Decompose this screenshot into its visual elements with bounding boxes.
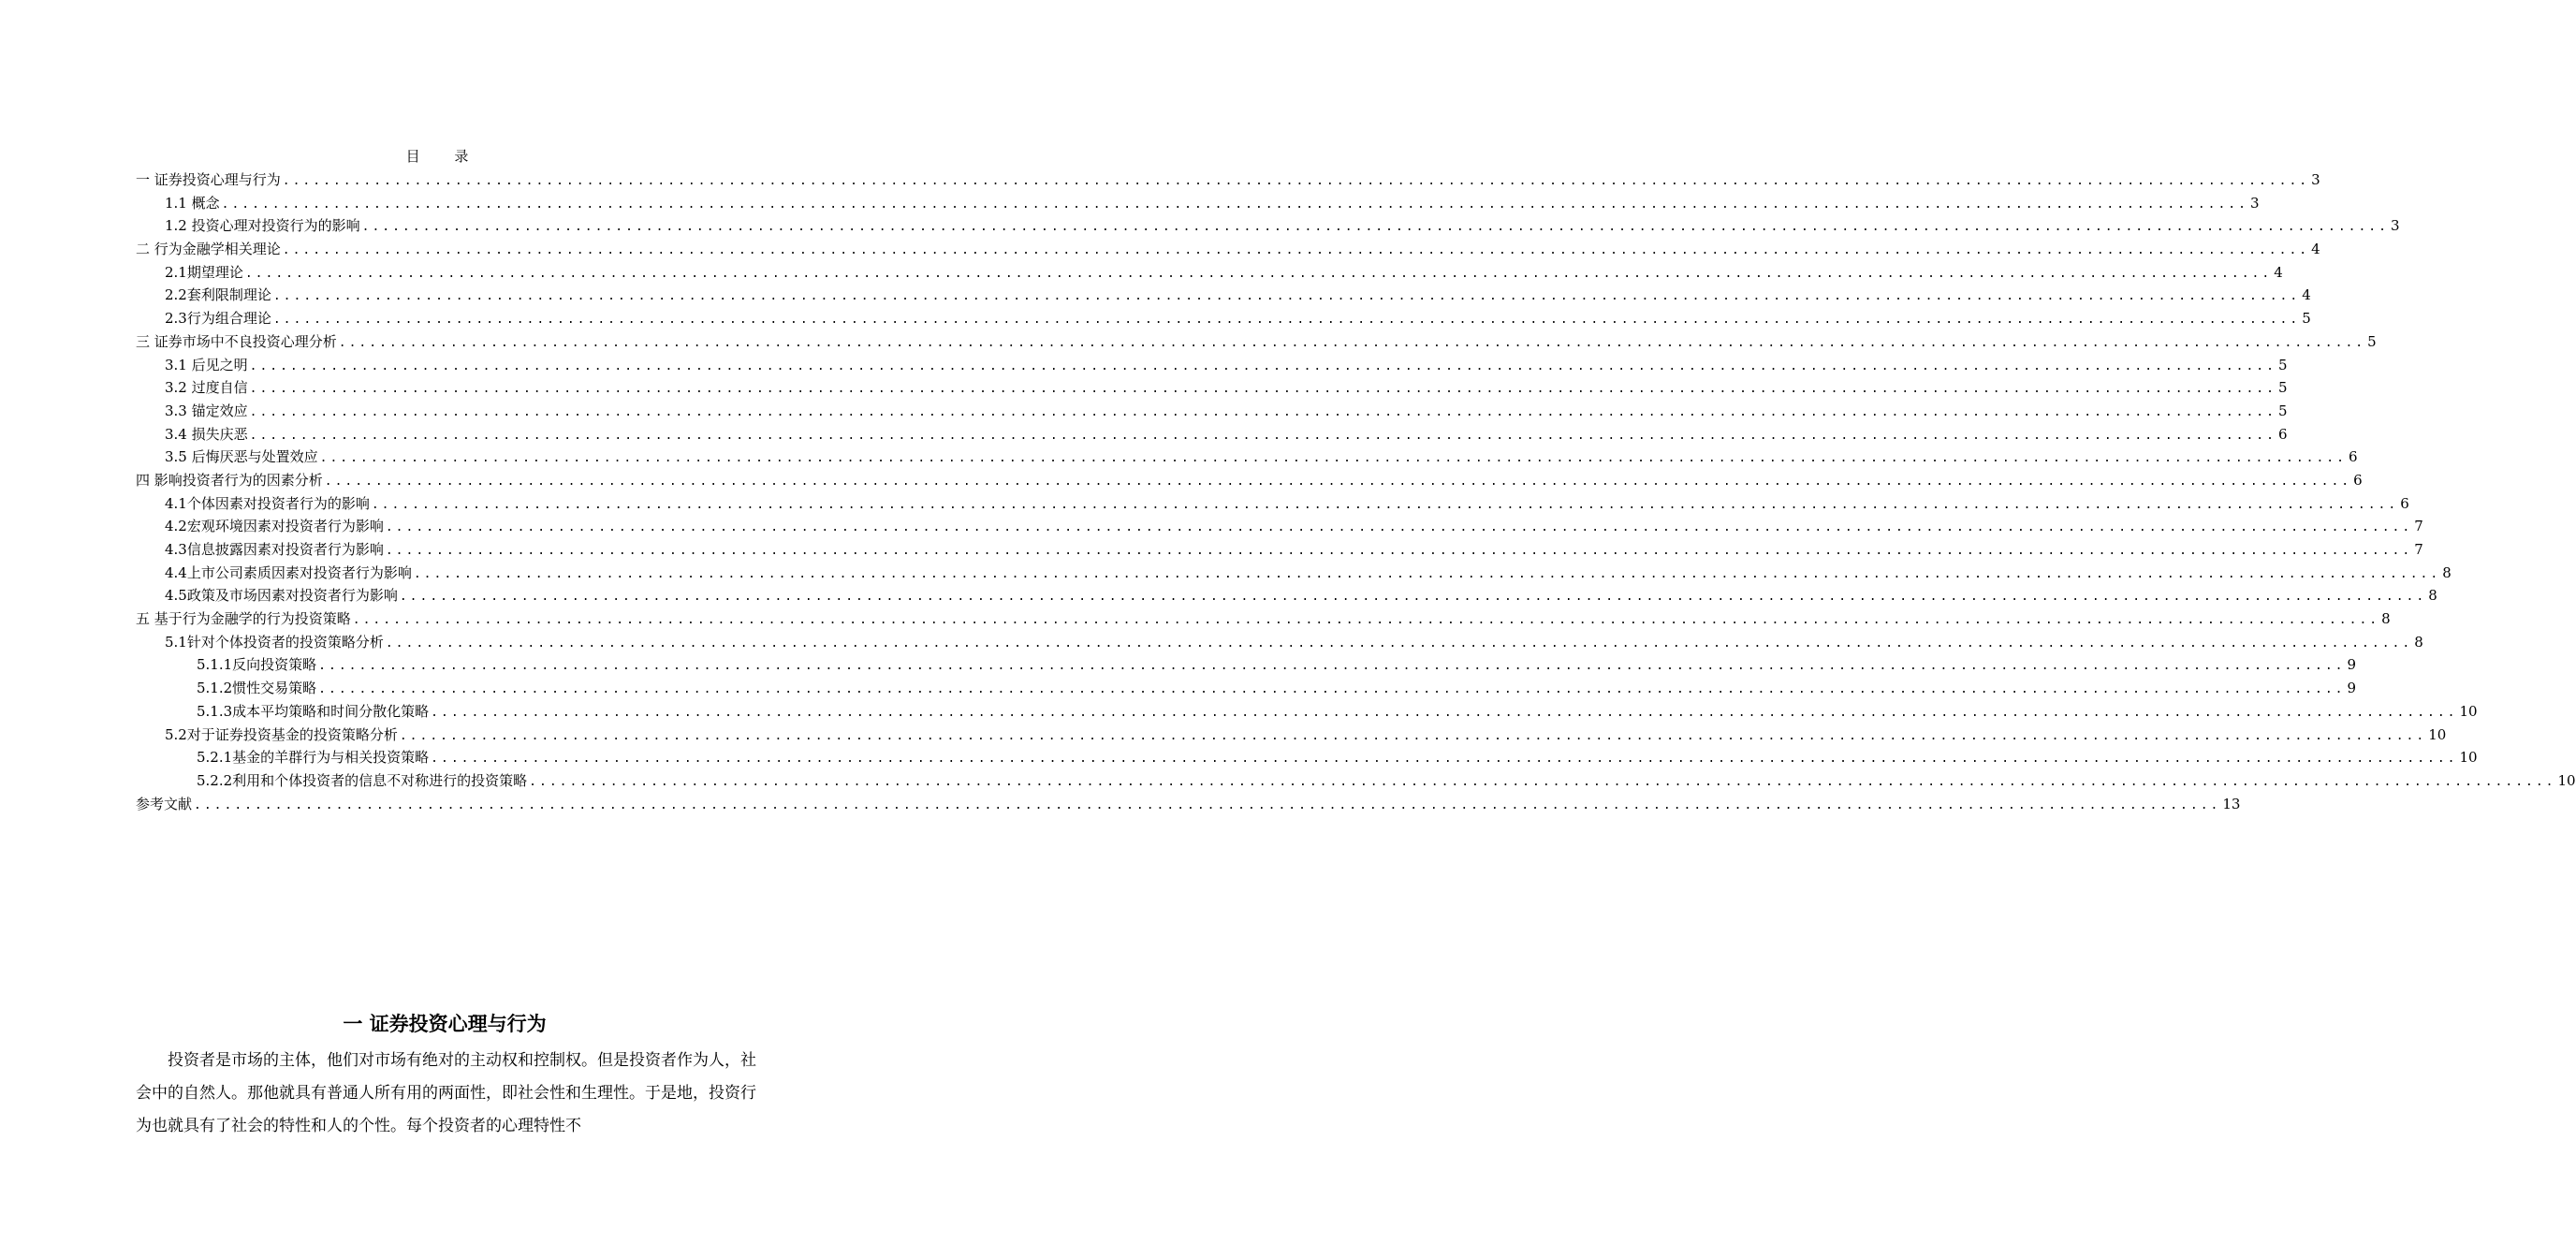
toc-entry[interactable] bbox=[136, 607, 2391, 631]
toc-dot-leader: ........................................................................................................................................................................................................ bbox=[385, 520, 2413, 535]
toc-entry-title: 5.1.3成本平均策略和时间分散化策略 bbox=[197, 702, 430, 720]
toc-entry-title: 三 证券市场中不良投资心理分析 bbox=[136, 332, 337, 350]
toc-entry-title: 3.1 后见之明 bbox=[165, 356, 248, 373]
toc-entry-page-number: 8 bbox=[2414, 633, 2423, 651]
toc-entry-page-number: 9 bbox=[2347, 680, 2357, 697]
toc-dot-leader: ........................................................................................................................................................................................................ bbox=[318, 682, 2346, 697]
section-heading: 一 证券投资心理与行为 bbox=[343, 1013, 547, 1035]
toc-entry-page-number: 5 bbox=[2277, 379, 2288, 397]
toc-entry-page-number: 5 bbox=[2302, 310, 2311, 328]
toc-entry[interactable] bbox=[136, 330, 2377, 354]
toc-dot-leader: ........................................................................................................................................................................................................ bbox=[371, 497, 2399, 512]
toc-dot-leader: ........................................................................................................................................................................................................ bbox=[385, 544, 2413, 558]
toc-entry-title: 5.2对于证券投资基金的投资策略分析 bbox=[165, 725, 398, 743]
toc-entry-title: 5.1.1反向投资策略 bbox=[197, 656, 317, 674]
toc-entry[interactable] bbox=[136, 769, 2576, 793]
toc-entry-page-number: 3 bbox=[2311, 171, 2320, 188]
table-of-contents bbox=[136, 168, 2576, 815]
toc-dot-leader: ........................................................................................................................................................................................................ bbox=[385, 636, 2413, 651]
toc-entry-page-number: 3 bbox=[2390, 217, 2400, 235]
toc-entry-title: 4.2宏观环境因素对投资者行为影响 bbox=[165, 518, 384, 535]
toc-entry[interactable] bbox=[136, 284, 2311, 307]
toc-entry-page-number: 7 bbox=[2414, 541, 2423, 558]
toc-entry-title: 5.1针对个体投资者的投资策略分析 bbox=[165, 633, 384, 651]
toc-entry-page-number: 4 bbox=[2311, 241, 2320, 258]
toc-entry-page-number: 4 bbox=[2302, 286, 2311, 304]
toc-entry-title: 3.5 后悔厌恶与处置效应 bbox=[165, 448, 318, 466]
toc-entry-page-number: 9 bbox=[2347, 656, 2357, 674]
toc-entry[interactable] bbox=[136, 400, 2288, 423]
toc-entry-title: 3.3 锚定效应 bbox=[165, 402, 248, 419]
toc-dot-leader: ........................................................................................................................................................................................................ bbox=[318, 659, 2346, 674]
toc-entry-title: 一 证券投资心理与行为 bbox=[136, 171, 281, 188]
toc-entry-title: 2.1期望理论 bbox=[165, 263, 243, 281]
toc-dot-leader: ........................................................................................................................................................................................................ bbox=[361, 220, 2389, 235]
toc-entry-page-number: 4 bbox=[2274, 263, 2283, 281]
toc-entry[interactable] bbox=[136, 746, 2478, 769]
toc-dot-leader: ........................................................................................................................................................................................................ bbox=[399, 728, 2427, 743]
toc-dot-leader: ........................................................................................................................................................................................................ bbox=[324, 474, 2352, 489]
toc-entry[interactable] bbox=[136, 423, 2288, 446]
toc-dot-leader: ........................................................................................................................................................................................................ bbox=[194, 797, 2221, 812]
toc-dot-leader: ........................................................................................................................................................................................................ bbox=[272, 313, 2301, 328]
toc-dot-leader: ........................................................................................................................................................................................................ bbox=[431, 752, 2458, 767]
toc-dot-leader: ........................................................................................................................................................................................................ bbox=[529, 774, 2556, 789]
toc-entry[interactable] bbox=[136, 307, 2311, 330]
toc-entry-page-number: 8 bbox=[2442, 563, 2452, 581]
toc-entry-page-number: 6 bbox=[2348, 448, 2358, 466]
toc-entry-title: 5.2.2利用和个体投资者的信息不对称进行的投资策略 bbox=[197, 771, 528, 789]
toc-entry[interactable] bbox=[136, 192, 2260, 215]
toc-entry-title: 4.5政策及市场因素对投资者行为影响 bbox=[165, 587, 398, 605]
toc-entry[interactable] bbox=[136, 354, 2288, 377]
toc-entry[interactable] bbox=[136, 261, 2283, 285]
toc-entry[interactable] bbox=[136, 653, 2357, 677]
toc-dot-leader: ........................................................................................................................................................................................................ bbox=[249, 428, 2276, 443]
toc-entry[interactable] bbox=[136, 376, 2288, 400]
toc-entry[interactable] bbox=[136, 446, 2358, 469]
toc-entry-page-number: 13 bbox=[2222, 795, 2241, 812]
toc-entry-title: 4.4上市公司素质因素对投资者行为影响 bbox=[165, 563, 412, 581]
toc-dot-leader: ........................................................................................................................................................................................................ bbox=[244, 266, 2273, 281]
toc-dot-leader: ........................................................................................................................................................................................................ bbox=[249, 404, 2276, 419]
toc-entry-title: 1.1 概念 bbox=[165, 194, 220, 212]
toc-entry[interactable] bbox=[136, 168, 2320, 192]
toc-entry[interactable] bbox=[136, 793, 2241, 816]
toc-dot-leader: ........................................................................................................................................................................................................ bbox=[319, 451, 2347, 466]
toc-entry-page-number: 10 bbox=[2459, 749, 2478, 767]
toc-entry-page-number: 8 bbox=[2428, 587, 2437, 605]
toc-entry[interactable] bbox=[136, 677, 2357, 700]
toc-dot-leader: ........................................................................................................................................................................................................ bbox=[249, 382, 2276, 397]
toc-entry-title: 5.1.2惯性交易策略 bbox=[197, 680, 317, 697]
toc-entry-page-number: 5 bbox=[2277, 402, 2288, 419]
toc-dot-leader: ........................................................................................................................................................................................................ bbox=[221, 197, 2248, 212]
toc-entry[interactable] bbox=[136, 631, 2423, 654]
toc-entry-page-number: 7 bbox=[2414, 518, 2423, 535]
toc-dot-leader: ........................................................................................................................................................................................................ bbox=[249, 358, 2276, 373]
toc-dot-leader: ........................................................................................................................................................................................................ bbox=[413, 566, 2441, 581]
toc-entry-page-number: 10 bbox=[2557, 771, 2576, 789]
toc-entry-page-number: 6 bbox=[2400, 494, 2409, 512]
toc-entry[interactable] bbox=[136, 562, 2452, 585]
toc-entry[interactable] bbox=[136, 538, 2423, 562]
body-paragraph: 投资者是市场的主体，他们对市场有绝对的主动权和控制权。但是投资者作为人，社会中的自然人。那他就具有普通人所有用的两面性，即社会性和生理性。于是地，投资行为也就具有了社会的特性和人的个性。每个投资者的心理特性不 bbox=[136, 1051, 756, 1135]
toc-entry-page-number: 8 bbox=[2381, 610, 2391, 628]
toc-entry-page-number: 3 bbox=[2249, 194, 2260, 212]
toc-entry-title: 5.2.1基金的羊群行为与相关投资策略 bbox=[197, 749, 430, 767]
toc-entry-title: 2.3行为组合理论 bbox=[165, 310, 271, 328]
toc-entry-title: 四 影响投资者行为的因素分析 bbox=[136, 471, 323, 489]
toc-entry[interactable] bbox=[136, 492, 2409, 516]
toc-entry[interactable] bbox=[136, 724, 2447, 747]
toc-title: 目 录 bbox=[405, 148, 484, 165]
toc-dot-leader: ........................................................................................................................................................................................................ bbox=[352, 613, 2380, 628]
toc-entry[interactable] bbox=[136, 584, 2437, 607]
toc-entry-page-number: 5 bbox=[2277, 356, 2288, 373]
toc-entry-title: 2.2套利限制理论 bbox=[165, 286, 271, 304]
toc-dot-leader: ........................................................................................................................................................................................................ bbox=[338, 335, 2366, 350]
toc-entry[interactable] bbox=[136, 700, 2478, 724]
toc-entry[interactable] bbox=[136, 515, 2423, 538]
toc-entry[interactable] bbox=[136, 214, 2400, 238]
toc-entry-page-number: 6 bbox=[2277, 425, 2288, 443]
toc-dot-leader: ........................................................................................................................................................................................................ bbox=[282, 174, 2310, 188]
toc-entry-page-number: 10 bbox=[2459, 702, 2478, 720]
toc-entry-title: 4.1个体因素对投资者行为的影响 bbox=[165, 494, 370, 512]
toc-entry-title: 二 行为金融学相关理论 bbox=[136, 241, 281, 258]
toc-entry-page-number: 5 bbox=[2367, 332, 2377, 350]
toc-entry-title: 3.2 过度自信 bbox=[165, 379, 248, 397]
toc-entry-page-number: 6 bbox=[2353, 471, 2363, 489]
toc-entry-title: 五 基于行为金融学的行为投资策略 bbox=[136, 610, 351, 628]
toc-dot-leader: ........................................................................................................................................................................................................ bbox=[431, 705, 2458, 720]
toc-entry-title: 4.3信息披露因素对投资者行为影响 bbox=[165, 541, 384, 558]
toc-entry-page-number: 10 bbox=[2428, 725, 2447, 743]
toc-entry[interactable] bbox=[136, 469, 2363, 492]
toc-dot-leader: ........................................................................................................................................................................................................ bbox=[399, 590, 2427, 605]
toc-dot-leader: ........................................................................................................................................................................................................ bbox=[272, 289, 2301, 304]
toc-entry-title: 参考文献 bbox=[136, 795, 193, 812]
toc-entry[interactable] bbox=[136, 238, 2320, 261]
toc-entry-title: 3.4 损失庆恶 bbox=[165, 425, 248, 443]
toc-entry-title: 1.2 投资心理对投资行为的影响 bbox=[165, 217, 360, 235]
toc-dot-leader: ........................................................................................................................................................................................................ bbox=[282, 243, 2310, 258]
